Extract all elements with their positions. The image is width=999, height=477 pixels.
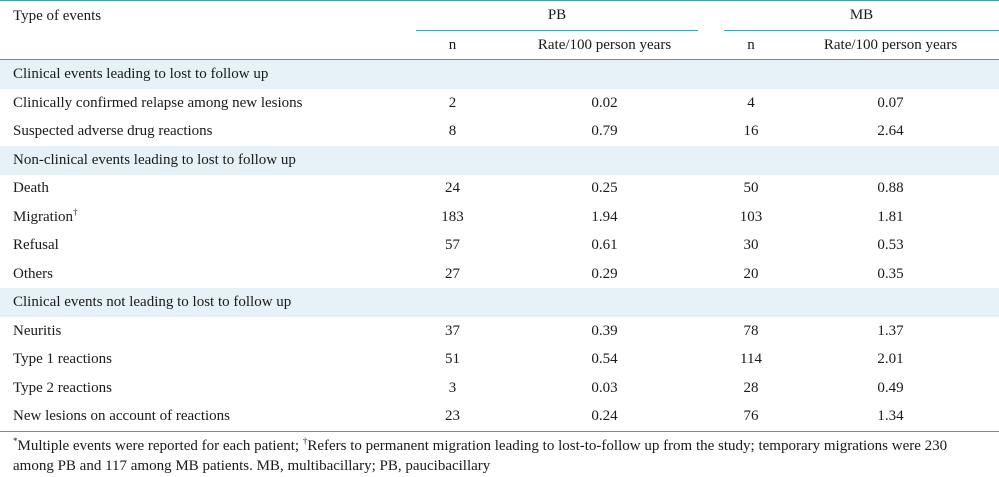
mb-n-value: 76 [743, 408, 759, 425]
group-header-pb-label: PB [416, 1, 698, 31]
header-type-of-events: Type of events [0, 1, 416, 32]
pb-rate-value: 0.03 [591, 379, 618, 396]
pb-n-value: 57 [445, 237, 460, 254]
section-title: Clinical events leading to lost to follow up [0, 60, 999, 90]
event-label: Clinically confirmed relapse among new lesions [13, 94, 303, 111]
mb-n-value: 16 [743, 123, 759, 140]
footnote-mark-dagger: † [302, 435, 308, 446]
event-label-cell [0, 89, 416, 117]
event-label-cell [0, 317, 416, 345]
table-footnote [0, 431, 999, 476]
footnote-text-2: Refers to permanent migration leading to lost-to-follow up from the study; temporary migrations were 230 among PB and 117 among MB patients. MB, multibacillary; PB, paucibacillary [13, 437, 948, 474]
mb-n-value: 103 [739, 208, 763, 225]
table-row [0, 374, 999, 402]
event-footnote-mark: † [73, 206, 78, 217]
table-row [0, 346, 999, 374]
section-row [0, 60, 999, 90]
event-label: Migration [13, 208, 73, 225]
event-label: Refusal [13, 237, 59, 254]
event-label: Neuritis [13, 323, 62, 340]
table-row [0, 260, 999, 288]
section-title: Non-clinical events leading to lost to follow up [0, 146, 999, 175]
table-row [0, 317, 999, 345]
mb-n-value: 78 [743, 323, 759, 340]
pb-rate-value: 0.79 [591, 123, 618, 140]
header-spacer [0, 31, 416, 60]
event-label-cell [0, 175, 416, 203]
pb-rate-value: 1.94 [591, 208, 618, 225]
header-mb-rate: Rate/100 person years [782, 31, 999, 60]
pb-rate-value: 0.29 [591, 265, 618, 282]
section-row [0, 288, 999, 317]
group-header-mb-label: MB [724, 1, 999, 31]
pb-n-value: 24 [445, 180, 460, 197]
mb-n-value: 114 [740, 351, 762, 368]
mb-rate-value: 2.64 [877, 123, 904, 140]
pb-n-value: 183 [441, 208, 464, 225]
mb-rate-value: 1.81 [877, 208, 904, 225]
pb-n-value: 27 [445, 265, 460, 282]
event-label: Suspected adverse drug reactions [13, 123, 213, 140]
mb-n-value: 4 [747, 94, 755, 111]
pb-rate-value: 0.54 [591, 351, 618, 368]
table-body [0, 60, 999, 432]
mb-rate-value: 0.07 [877, 94, 904, 111]
event-label-cell [0, 203, 416, 231]
event-label-cell [0, 346, 416, 374]
pb-n-value: 37 [445, 323, 460, 340]
pb-rate-value: 0.25 [591, 180, 618, 197]
event-label-cell [0, 232, 416, 260]
table-row [0, 175, 999, 203]
mb-n-value: 20 [743, 265, 759, 282]
event-label-cell [0, 403, 416, 432]
pb-n-value: 2 [448, 94, 457, 111]
mb-rate-value: 1.34 [877, 408, 904, 425]
header-mb-n: n [720, 31, 782, 60]
mb-rate-value: 0.53 [877, 237, 904, 254]
mb-rate-value: 2.01 [877, 351, 904, 368]
event-label-cell [0, 117, 416, 145]
mb-rate-value: 0.88 [877, 180, 904, 197]
pb-n-value: 3 [448, 379, 457, 396]
pb-rate-value: 0.24 [591, 408, 618, 425]
pb-rate-value: 0.61 [591, 237, 618, 254]
event-label: Type 1 reactions [13, 351, 112, 368]
event-label: New lesions on account of reactions [13, 408, 231, 425]
table-row [0, 117, 999, 145]
mb-n-value: 50 [743, 180, 759, 197]
pb-n-value: 23 [445, 408, 460, 425]
footnote-text-1: Multiple events were reported for each patient; [17, 437, 303, 454]
mb-n-value: 28 [743, 379, 759, 396]
pb-n-value: 51 [445, 351, 460, 368]
table-row [0, 203, 999, 231]
event-label: Death [13, 180, 49, 197]
mb-rate-value: 0.35 [877, 265, 904, 282]
group-header-pb [416, 1, 720, 32]
mb-n-value: 30 [743, 237, 759, 254]
pb-rate-value: 0.02 [591, 94, 618, 111]
pb-rate-value: 0.39 [591, 323, 618, 340]
event-label: Others [13, 265, 53, 282]
event-label-cell [0, 260, 416, 288]
table-row [0, 232, 999, 260]
pb-n-value: 8 [448, 123, 457, 140]
table-row [0, 89, 999, 117]
header-pb-rate: Rate/100 person years [489, 31, 720, 60]
mb-rate-value: 1.37 [877, 323, 904, 340]
section-row [0, 146, 999, 175]
header-pb-n: n [416, 31, 489, 60]
mb-rate-value: 0.49 [877, 379, 904, 396]
footnote-mark-asterisk: * [13, 435, 18, 446]
table-row [0, 403, 999, 432]
event-label-cell [0, 374, 416, 402]
section-title: Clinical events not leading to lost to follow up [0, 288, 999, 317]
group-header-mb [720, 1, 999, 32]
event-label: Type 2 reactions [13, 379, 112, 396]
